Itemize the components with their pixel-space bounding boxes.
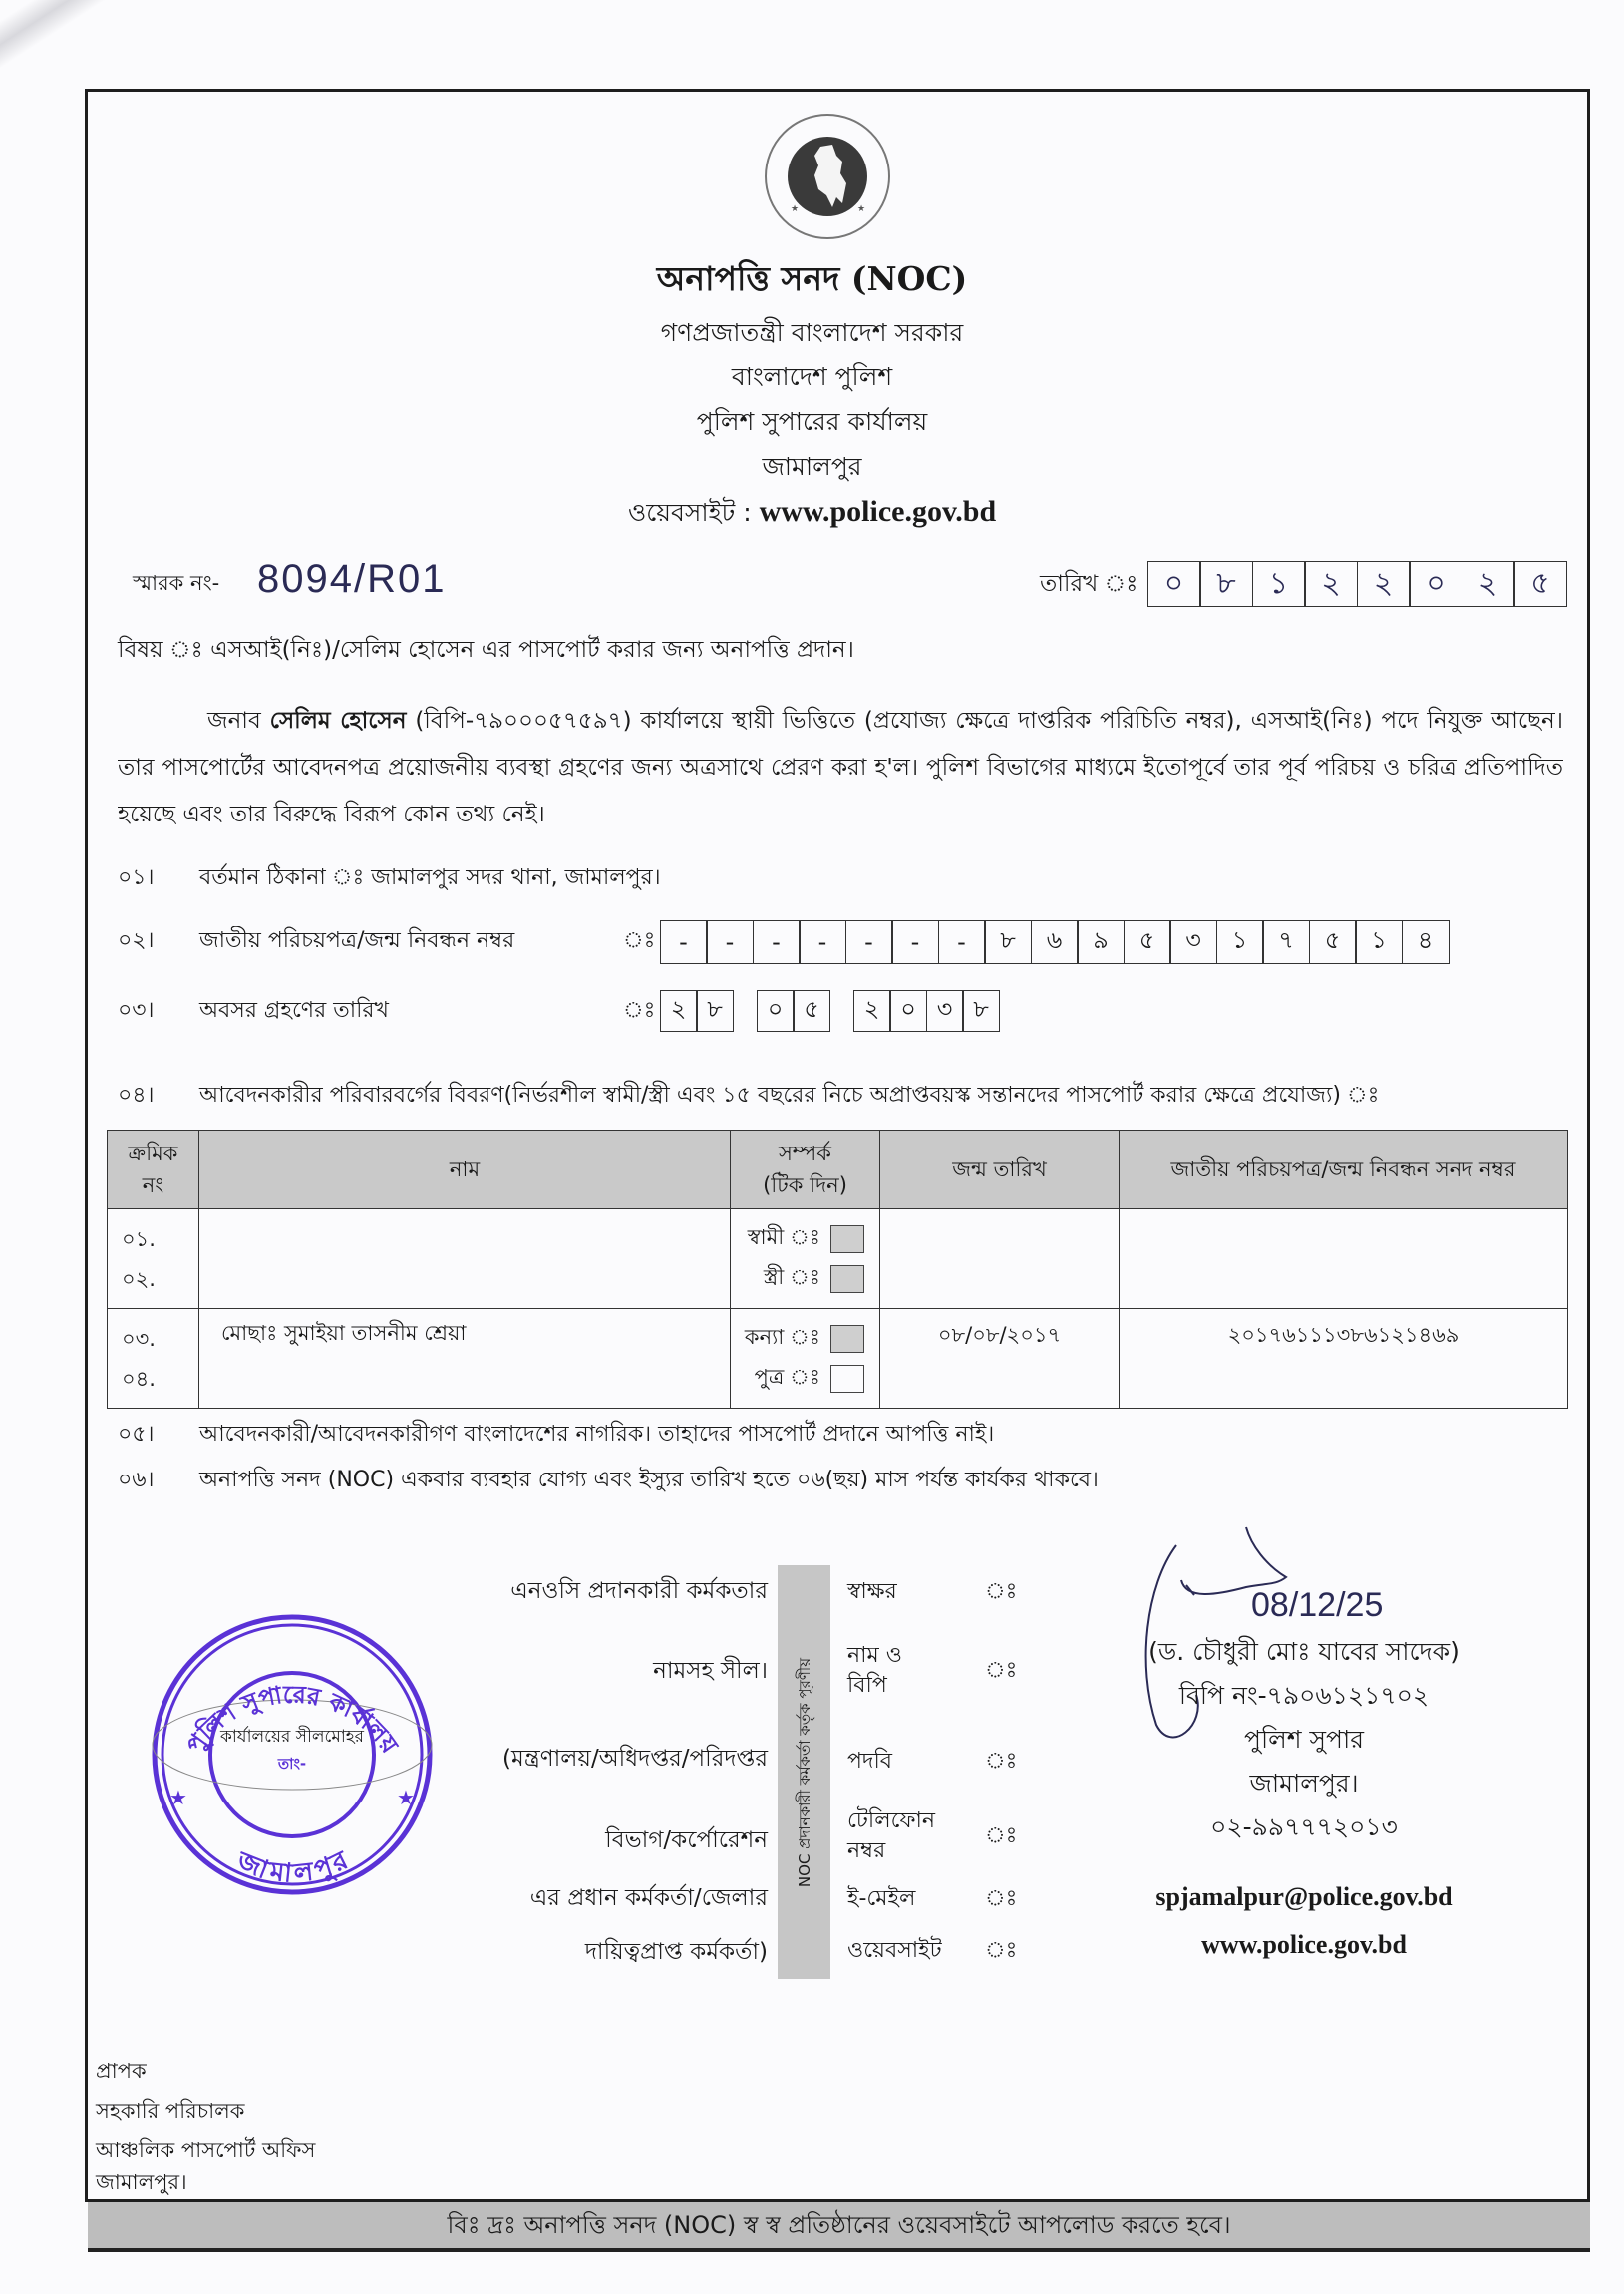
item-text: বর্তমান ঠিকানা ঃ জামালপুর সদর থানা, জামালপুর।	[199, 865, 661, 890]
item-04-family-heading	[118, 1081, 1379, 1111]
relation-checkbox-wife[interactable]	[830, 1265, 864, 1293]
issuer-label-6: দায়িত্বপ্রাপ্ত কর্মকর্তা)	[584, 1939, 768, 1965]
issuer-label-1: এনওসি প্রদানকারী কর্মকতার	[510, 1578, 768, 1604]
header-line-government: গণপ্রজাতন্ত্রী বাংলাদেশ সরকার	[660, 318, 964, 347]
field-colon: ঃ	[985, 1886, 1018, 1911]
body-paragraph	[118, 698, 1563, 847]
nid-digit: ৯	[1077, 920, 1125, 964]
date-digit: ২	[1304, 561, 1358, 607]
subject-line: বিষয় ঃ এসআই(নিঃ)/সেলিম হোসেন এর পাসপোর্ট করার জন্য অনাপত্তি প্রদান।	[118, 637, 854, 663]
retirement-year-digit: ২	[853, 990, 891, 1032]
signature-date: 08/12/25	[1251, 1586, 1384, 1624]
nid-digit: ১	[1355, 920, 1403, 964]
retirement-month-digit: ০	[757, 990, 795, 1032]
svg-text:★: ★	[791, 204, 800, 214]
retirement-day-digit: ৮	[696, 990, 734, 1032]
recipient-line-3: আঞ্চলিক পাসপোর্ট অফিস	[96, 2138, 316, 2162]
header-line-police: বাংলাদেশ পুলিশ	[731, 362, 893, 391]
body-prefix: জনাব	[207, 708, 261, 734]
retirement-day-digit: ২	[660, 990, 698, 1032]
nid-digit: ৩	[1169, 920, 1217, 964]
header-name: নাম	[199, 1131, 731, 1209]
relation-checkbox-husband[interactable]	[830, 1225, 864, 1253]
retirement-date-boxes	[661, 990, 1000, 1032]
item-06-validity	[118, 1466, 1099, 1495]
nid-cell	[1120, 1209, 1568, 1309]
relation-checkbox-daughter[interactable]	[830, 1325, 864, 1353]
name-cell	[199, 1209, 731, 1309]
table-row	[108, 1309, 1568, 1409]
officer-designation: পুলিশ সুপার	[1244, 1725, 1364, 1754]
svg-text:★: ★	[169, 1786, 187, 1809]
item-text: জাতীয় পরিচয়পত্র/জন্ম নিবন্ধন নম্বর	[199, 928, 515, 953]
header-line-office: পুলিশ সুপারের কার্যালয়	[696, 407, 928, 436]
retirement-month-digit: ৫	[793, 990, 830, 1032]
item-number: ০৩।	[118, 998, 155, 1023]
header-nid: জাতীয় পরিচয়পত্র/জন্ম নিবন্ধন সনদ নম্বর	[1120, 1131, 1568, 1209]
date-digit-boxes	[1148, 561, 1567, 607]
officer-bp-number: বিপি নং-৭৯০৬১২১৭০২	[1178, 1681, 1430, 1710]
recipient-line-2: সহকারি পরিচালক	[96, 2099, 245, 2123]
relation-cell	[731, 1309, 880, 1409]
document-title: অনাপত্তি সনদ (NOC)	[656, 259, 968, 298]
field-colon: ঃ	[985, 1823, 1018, 1848]
item-text: অনাপত্তি সনদ (NOC) একবার ব্যবহার যোগ্য এবং ইস্যুর তারিখ হতে ০৬(ছয়) মাস পর্যন্ত কার্যকর থাকবে।	[199, 1468, 1099, 1492]
date-label: তারিখ ঃ	[1040, 571, 1138, 597]
nid-digit-boxes	[661, 920, 1450, 964]
issuer-label-5: এর প্রধান কর্মকর্তা/জেলার	[529, 1885, 768, 1911]
memo-number: 8094/R01	[257, 557, 447, 601]
date-digit: ৫	[1513, 561, 1567, 607]
date-digit: ২	[1462, 561, 1515, 607]
header-relation: সম্পর্ক (টিক দিন)	[731, 1131, 880, 1209]
memo-label: স্মারক নং-	[133, 571, 220, 595]
paper-fold-shadow	[0, 0, 347, 94]
date-digit: ১	[1252, 561, 1306, 607]
dob-cell: ০৮/০৮/২০১৭	[880, 1309, 1120, 1409]
issuer-label-3: (মন্ত্রণালয়/অধিদপ্তর/পরিদপ্তর	[502, 1746, 768, 1772]
nid-digit: ৪	[1402, 920, 1450, 964]
issuer-label-2: নামসহ সীল।	[653, 1658, 768, 1684]
officer-name: (ড. চৌধুরী মোঃ যাবের সাদেক)	[1148, 1637, 1460, 1666]
field-phone-label: টেলিফোন নম্বর	[847, 1808, 936, 1863]
field-colon: ঃ	[985, 1658, 1018, 1683]
nid-digit: ৫	[1124, 920, 1171, 964]
item-text: অবসর গ্রহণের তারিখ	[199, 998, 389, 1023]
digit-group-gap	[734, 990, 758, 1032]
name-cell: মোছাঃ সুমাইয়া তাসনীম শ্রেয়া	[199, 1309, 731, 1409]
officer-email[interactable]: spjamalpur@police.gov.bd	[1155, 1882, 1453, 1911]
nid-digit: -	[799, 920, 846, 964]
seal-ring-text-top: পুলিশ সুপারের কার্যালয়	[180, 1680, 404, 1759]
seal-date-label: তাং-	[277, 1755, 307, 1773]
relation-label-daughter: কন্যা ঃ	[744, 1325, 820, 1349]
nid-digit: ৮	[984, 920, 1032, 964]
item-number: ০১।	[118, 865, 155, 890]
field-email-label: ই-মেইল	[847, 1886, 916, 1911]
field-designation-label: পদবি	[847, 1749, 893, 1774]
item-text: আবেদনকারীর পরিবারবর্গের বিবরণ(নির্ভরশীল স্বামী/স্ত্রী এবং ১৫ বছরের নিচে অপ্রাপ্তবয়স্ক সন্তানদের পাসপোর্ট করার ক্ষেত্রে প্রযোজ্য) ঃ	[199, 1083, 1380, 1108]
item-number: ০৬।	[118, 1468, 155, 1492]
retirement-year-digit: ০	[889, 990, 927, 1032]
nid-cell: ২০১৭৬১১১৩৮৬১২১৪৬৯	[1120, 1309, 1568, 1409]
item-number: ০৫।	[118, 1422, 155, 1447]
field-colon: ঃ	[985, 1938, 1018, 1963]
field-colon: ঃ	[985, 1579, 1018, 1604]
nid-digit: ৭	[1262, 920, 1310, 964]
header-website	[0, 494, 1624, 531]
header-dob: জন্ম তারিখ	[880, 1131, 1120, 1209]
nid-digit: ৫	[1309, 920, 1357, 964]
relation-label-wife: স্ত্রী ঃ	[763, 1265, 820, 1289]
officer-phone: ০২-৯৯৭৭৭২০১৩	[1210, 1812, 1398, 1841]
item-number: ০৪।	[118, 1083, 155, 1108]
recipient-line-4: জামালপুর।	[96, 2170, 187, 2194]
digit-group-gap	[830, 990, 854, 1032]
body-text: (বিপি-৭৯০০০৫৭৫৯৭) কার্যালয়ে স্থায়ী ভিত্তিতে (প্রযোজ্য ক্ষেত্রে দাপ্তরিক পরিচিতি নম্বর), এসআই(নিঃ) পদে নিযুক্ত আছেন। তার পাসপোর্টের আবেদনপত্র প্রয়োজনীয় ব্যবস্থা গ্রহণের জন্য অত্রসাথে প্রেরণ করা হ'ল। পুলিশ বিভাগের মাধ্যমে ইতোপূর্বে তার পূর্ব পরিচয় ও চরিত্র প্রতিপাদিত হয়েছে এবং তার বিরুদ্ধে বিরূপ কোন তথ্য নেই।	[118, 708, 1563, 827]
government-emblem-icon	[763, 112, 892, 241]
field-name-bp-label: নাম ও বিপি	[847, 1643, 902, 1698]
nid-digit: -	[753, 920, 801, 964]
date-digit: ২	[1357, 561, 1411, 607]
date-digit: ৮	[1199, 561, 1253, 607]
relation-checkbox-son[interactable]	[830, 1365, 864, 1393]
website-label: ওয়েবসাইট :	[627, 498, 752, 527]
field-signature-label: স্বাক্ষর	[847, 1579, 897, 1604]
seal-inner-label: কার্যালয়ের সীলমোহর	[219, 1727, 365, 1747]
svg-text:★: ★	[857, 204, 866, 214]
retirement-year-digit: ৩	[926, 990, 964, 1032]
header-line-district: জামালপুর	[762, 452, 862, 481]
item-02-colon: ঃ	[623, 928, 656, 953]
officer-district: জামালপুর।	[1249, 1769, 1359, 1798]
date-digit: ০	[1409, 561, 1462, 607]
relation-label-husband: স্বামী ঃ	[747, 1225, 820, 1249]
item-03-colon: ঃ	[623, 998, 656, 1023]
item-05-citizenship	[118, 1420, 994, 1450]
dob-cell	[880, 1209, 1120, 1309]
family-table	[107, 1130, 1568, 1409]
header-serial: ক্রমিক নং	[108, 1131, 199, 1209]
table-row	[108, 1209, 1568, 1309]
item-03-retirement-label	[118, 996, 611, 1026]
applicant-name: সেলিম হোসেন	[269, 708, 407, 734]
officer-website[interactable]: www.police.gov.bd	[1201, 1930, 1407, 1959]
relation-label-son: পুত্র ঃ	[754, 1365, 820, 1389]
issuer-fill-band-text: NOC প্রদানকারী কর্মকর্তা কর্তৃক পূরণীয়	[795, 1657, 813, 1887]
serial-cell: ০১. ০২.	[108, 1209, 199, 1309]
recipient-line-1: প্রাপক	[96, 2059, 147, 2083]
svg-text:★: ★	[397, 1786, 415, 1809]
issuer-fill-band	[778, 1565, 830, 1979]
field-website-label: ওয়েবসাইট	[847, 1938, 942, 1963]
nid-digit: -	[938, 920, 986, 964]
footer-note: বিঃ দ্রঃ অনাপত্তি সনদ (NOC) স্ব স্ব প্রতিষ্ঠানের ওয়েবসাইটে আপলোড করতে হবে।	[88, 2202, 1590, 2252]
nid-digit: -	[660, 920, 708, 964]
item-01-address	[118, 863, 661, 893]
item-text: আবেদনকারী/আবেদনকারীগণ বাংলাদেশের নাগরিক। তাহাদের পাসপোর্ট প্রদানে আপত্তি নাই।	[199, 1422, 995, 1447]
serial-cell: ০৩. ০৪.	[108, 1309, 199, 1409]
seal-ring-text-bottom: জামালপুর	[232, 1845, 354, 1890]
date-digit: ০	[1147, 561, 1201, 607]
nid-digit: ১	[1216, 920, 1264, 964]
nid-digit: -	[891, 920, 939, 964]
nid-digit: -	[845, 920, 893, 964]
item-02-nid-label	[118, 926, 611, 956]
table-header-row	[108, 1131, 1568, 1209]
website-link[interactable]: www.police.gov.bd	[759, 495, 997, 528]
item-number: ০২।	[118, 928, 155, 953]
issuer-label-4: বিভাগ/কর্পোরেশন	[605, 1827, 768, 1853]
field-colon: ঃ	[985, 1749, 1018, 1774]
retirement-year-digit: ৮	[962, 990, 1000, 1032]
relation-cell	[731, 1209, 880, 1309]
nid-digit: -	[706, 920, 754, 964]
nid-digit: ৬	[1031, 920, 1079, 964]
